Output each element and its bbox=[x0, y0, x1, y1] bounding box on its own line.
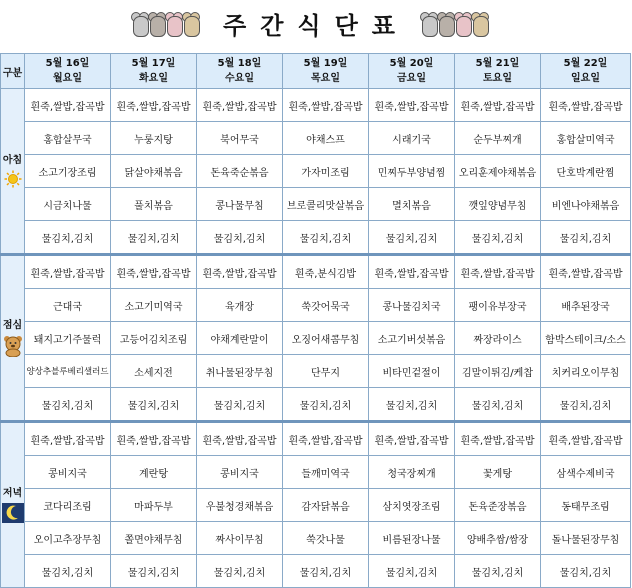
menu-row bbox=[1, 322, 631, 355]
day-date: 5월 20일 bbox=[389, 58, 434, 69]
menu-row bbox=[1, 489, 631, 522]
menu-cell: 우불청경채볶음 bbox=[197, 489, 283, 522]
menu-cell: 물김치,김치 bbox=[25, 388, 111, 422]
mouse-icon bbox=[420, 12, 438, 36]
menu-cell: 짜사이무침 bbox=[197, 522, 283, 555]
menu-cell: 물김치,김치 bbox=[111, 221, 197, 255]
menu-cell: 양상추블루베리샐러드 bbox=[25, 355, 111, 388]
menu-cell: 순두부찌개 bbox=[455, 122, 541, 155]
menu-cell: 양배추쌈/쌈장 bbox=[455, 522, 541, 555]
menu-cell: 오이고추장무침 bbox=[25, 522, 111, 555]
day-weekday: 토요일 bbox=[483, 73, 512, 84]
menu-cell: 물김치,김치 bbox=[283, 388, 369, 422]
header-row bbox=[1, 54, 631, 89]
day-date: 5월 22일 bbox=[563, 58, 608, 69]
menu-cell: 청국장찌개 bbox=[369, 456, 455, 489]
meal-label-cell bbox=[1, 422, 25, 588]
page-title: 주간식단표 bbox=[223, 12, 409, 40]
menu-cell: 물김치,김치 bbox=[111, 388, 197, 422]
moon-icon bbox=[1, 503, 24, 526]
menu-cell: 흰죽,쌀밥,잡곡밥 bbox=[541, 89, 631, 122]
day-weekday: 금요일 bbox=[397, 73, 426, 84]
meal-label-cell bbox=[1, 89, 25, 255]
menu-cell: 배추된장국 bbox=[541, 289, 631, 322]
menu-cell: 가자미조림 bbox=[283, 155, 369, 188]
day-header bbox=[369, 54, 455, 89]
day-header bbox=[111, 54, 197, 89]
menu-row bbox=[1, 122, 631, 155]
menu-cell: 계란탕 bbox=[111, 456, 197, 489]
menu-cell: 물김치,김치 bbox=[369, 221, 455, 255]
menu-cell: 단호박계란찜 bbox=[541, 155, 631, 188]
menu-row bbox=[1, 388, 631, 422]
menu-cell: 돈육죽순볶음 bbox=[197, 155, 283, 188]
bear-icon bbox=[1, 335, 24, 360]
menu-cell: 물김치,김치 bbox=[455, 555, 541, 588]
menu-cell: 비름된장나물 bbox=[369, 522, 455, 555]
menu-cell: 취나물된장무침 bbox=[197, 355, 283, 388]
menu-cell: 물김치,김치 bbox=[25, 221, 111, 255]
meal-label-cell bbox=[1, 255, 25, 422]
menu-row bbox=[1, 255, 631, 289]
menu-cell: 흰죽,쌀밥,잡곡밥 bbox=[25, 422, 111, 456]
menu-cell: 비엔나야채볶음 bbox=[541, 188, 631, 221]
menu-cell: 꽃게탕 bbox=[455, 456, 541, 489]
menu-row bbox=[1, 522, 631, 555]
menu-cell: 물김치,김치 bbox=[25, 555, 111, 588]
menu-cell: 함박스테이크/소스 bbox=[541, 322, 631, 355]
menu-cell: 흰죽,쌀밥,잡곡밥 bbox=[197, 422, 283, 456]
menu-cell: 흰죽,쌀밥,잡곡밥 bbox=[541, 422, 631, 456]
menu-row bbox=[1, 456, 631, 489]
menu-row bbox=[1, 221, 631, 255]
menu-cell: 동태무조림 bbox=[541, 489, 631, 522]
menu-cell: 흰죽,쌀밥,잡곡밥 bbox=[111, 422, 197, 456]
menu-cell: 마파두부 bbox=[111, 489, 197, 522]
menu-row bbox=[1, 355, 631, 388]
menu-cell: 닭살야채볶음 bbox=[111, 155, 197, 188]
menu-cell: 흰죽,쌀밥,잡곡밥 bbox=[197, 89, 283, 122]
menu-cell: 삼치엿장조림 bbox=[369, 489, 455, 522]
day-date: 5월 16일 bbox=[45, 58, 90, 69]
menu-cell: 흰죽,쌀밥,잡곡밥 bbox=[369, 255, 455, 289]
menu-row bbox=[1, 555, 631, 588]
menu-cell: 고등어김치조림 bbox=[111, 322, 197, 355]
day-header bbox=[541, 54, 631, 89]
menu-cell: 물김치,김치 bbox=[541, 388, 631, 422]
menu-cell: 코다리조림 bbox=[25, 489, 111, 522]
menu-cell: 흰죽,쌀밥,잡곡밥 bbox=[369, 89, 455, 122]
day-weekday: 화요일 bbox=[139, 73, 168, 84]
meal-label: 아침 bbox=[2, 155, 23, 166]
menu-cell: 물김치,김치 bbox=[111, 555, 197, 588]
menu-cell: 오리훈제야채볶음 bbox=[455, 155, 541, 188]
menu-cell: 흰죽,쌀밥,잡곡밥 bbox=[283, 89, 369, 122]
sun-icon bbox=[1, 170, 24, 191]
menu-cell: 물김치,김치 bbox=[455, 388, 541, 422]
corner-label: 구분 bbox=[1, 54, 25, 89]
menu-cell: 흰죽,쌀밥,잡곡밥 bbox=[111, 255, 197, 289]
menu-cell: 육개장 bbox=[197, 289, 283, 322]
menu-cell: 홍합살미역국 bbox=[541, 122, 631, 155]
menu-cell: 야채계란말이 bbox=[197, 322, 283, 355]
menu-cell: 소고기장조림 bbox=[25, 155, 111, 188]
menu-cell: 콩나물김치국 bbox=[369, 289, 455, 322]
menu-cell: 깻잎양념무침 bbox=[455, 188, 541, 221]
menu-cell: 시래기국 bbox=[369, 122, 455, 155]
day-date: 5월 19일 bbox=[303, 58, 348, 69]
menu-cell: 쑥갓나물 bbox=[283, 522, 369, 555]
menu-cell: 물김치,김치 bbox=[541, 555, 631, 588]
menu-cell: 시금치나물 bbox=[25, 188, 111, 221]
day-date: 5월 17일 bbox=[131, 58, 176, 69]
menu-cell: 삼색수제비국 bbox=[541, 456, 631, 489]
menu-cell: 물김치,김치 bbox=[197, 221, 283, 255]
menu-cell: 야채스프 bbox=[283, 122, 369, 155]
menu-cell: 북어무국 bbox=[197, 122, 283, 155]
menu-cell: 민찌두부양념찜 bbox=[369, 155, 455, 188]
day-weekday: 월요일 bbox=[53, 73, 82, 84]
menu-cell: 물김치,김치 bbox=[283, 555, 369, 588]
menu-cell: 단무지 bbox=[283, 355, 369, 388]
day-header bbox=[455, 54, 541, 89]
menu-cell: 흰죽,쌀밥,잡곡밥 bbox=[455, 89, 541, 122]
menu-cell: 오징어새콤무침 bbox=[283, 322, 369, 355]
menu-cell: 쑥갓어묵국 bbox=[283, 289, 369, 322]
menu-cell: 흰죽,쌀밥,잡곡밥 bbox=[455, 422, 541, 456]
menu-cell: 흰죽,쌀밥,잡곡밥 bbox=[197, 255, 283, 289]
menu-cell: 흰죽,쌀밥,잡곡밥 bbox=[25, 89, 111, 122]
menu-cell: 감자닭볶음 bbox=[283, 489, 369, 522]
menu-cell: 흰죽,쌀밥,잡곡밥 bbox=[25, 255, 111, 289]
day-header bbox=[283, 54, 369, 89]
menu-cell: 흰죽,쌀밥,잡곡밥 bbox=[541, 255, 631, 289]
meal-label: 점심 bbox=[2, 320, 23, 331]
menu-cell: 물김치,김치 bbox=[197, 388, 283, 422]
day-date: 5월 21일 bbox=[475, 58, 520, 69]
menu-cell: 물김치,김치 bbox=[369, 388, 455, 422]
menu-cell: 브로콜리맛살볶음 bbox=[283, 188, 369, 221]
menu-cell: 김말이튀김/케찹 bbox=[455, 355, 541, 388]
menu-row bbox=[1, 89, 631, 122]
menu-cell: 흰죽,분식김밥 bbox=[283, 255, 369, 289]
day-date: 5월 18일 bbox=[217, 58, 262, 69]
menu-cell: 물김치,김치 bbox=[197, 555, 283, 588]
day-weekday: 목요일 bbox=[311, 73, 340, 84]
menu-cell: 흰죽,쌀밥,잡곡밥 bbox=[369, 422, 455, 456]
menu-cell: 물김치,김치 bbox=[369, 555, 455, 588]
menu-cell: 소고기미역국 bbox=[111, 289, 197, 322]
day-header bbox=[197, 54, 283, 89]
menu-row bbox=[1, 422, 631, 456]
menu-cell: 치커리오이무침 bbox=[541, 355, 631, 388]
weekly-menu-table bbox=[0, 53, 631, 588]
meal-label: 저녁 bbox=[2, 488, 23, 499]
day-weekday: 수요일 bbox=[225, 73, 254, 84]
menu-row bbox=[1, 188, 631, 221]
menu-cell: 근대국 bbox=[25, 289, 111, 322]
menu-cell: 돌나물된장무침 bbox=[541, 522, 631, 555]
menu-cell: 콩나물무침 bbox=[197, 188, 283, 221]
mouse-icon bbox=[471, 12, 489, 36]
menu-cell: 짜장라이스 bbox=[455, 322, 541, 355]
menu-cell: 돈육준장볶음 bbox=[455, 489, 541, 522]
menu-cell: 쫄면야채무침 bbox=[111, 522, 197, 555]
mouse-icon bbox=[437, 12, 455, 36]
menu-cell: 풀치볶음 bbox=[111, 188, 197, 221]
menu-cell: 콩비지국 bbox=[25, 456, 111, 489]
menu-cell: 돼지고기주물럭 bbox=[25, 322, 111, 355]
menu-cell: 누룽지탕 bbox=[111, 122, 197, 155]
day-weekday: 일요일 bbox=[571, 73, 600, 84]
menu-row bbox=[1, 155, 631, 188]
menu-cell: 물김치,김치 bbox=[455, 221, 541, 255]
menu-cell: 물김치,김치 bbox=[541, 221, 631, 255]
menu-cell: 홍합살무국 bbox=[25, 122, 111, 155]
menu-cell: 소고기버섯볶음 bbox=[369, 322, 455, 355]
menu-cell: 흰죽,쌀밥,잡곡밥 bbox=[283, 422, 369, 456]
menu-cell: 비타민겉절이 bbox=[369, 355, 455, 388]
menu-cell: 콩비지국 bbox=[197, 456, 283, 489]
menu-cell: 멸치볶음 bbox=[369, 188, 455, 221]
menu-cell: 팽이유부장국 bbox=[455, 289, 541, 322]
menu-cell: 들깨미역국 bbox=[283, 456, 369, 489]
menu-cell: 물김치,김치 bbox=[283, 221, 369, 255]
title-bar bbox=[0, 0, 632, 50]
day-header bbox=[25, 54, 111, 89]
menu-cell: 흰죽,쌀밥,잡곡밥 bbox=[455, 255, 541, 289]
menu-cell: 소세지전 bbox=[111, 355, 197, 388]
mouse-icon bbox=[454, 12, 472, 36]
menu-cell: 흰죽,쌀밥,잡곡밥 bbox=[111, 89, 197, 122]
menu-row bbox=[1, 289, 631, 322]
